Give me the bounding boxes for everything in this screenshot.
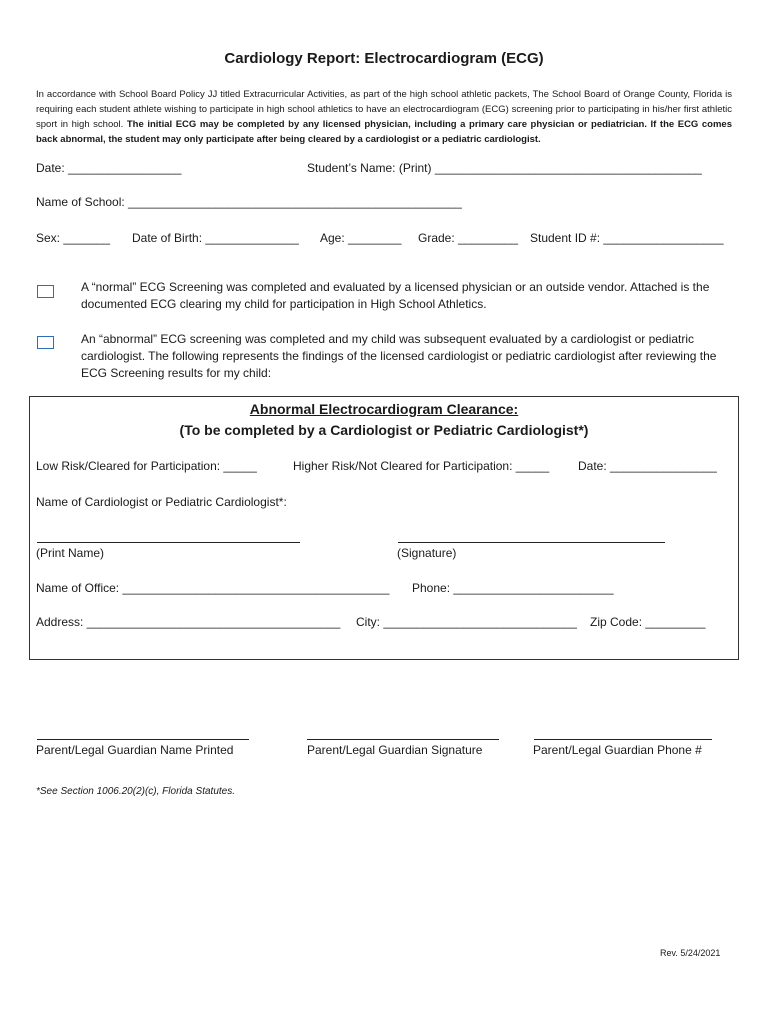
normal-ecg-label: A “normal” ECG Screening was completed and evaluated by a licensed physician or an outside vendor. Attached is the documented ECG clearing my child for participation in High School Athletics.	[81, 280, 710, 311]
guardian-phone-label: Parent/Legal Guardian Phone #	[533, 743, 702, 757]
phone-field[interactable]: Phone: ________________________	[412, 581, 614, 595]
clearance-date-field[interactable]: Date: ________________	[578, 459, 717, 473]
clearance-subheading: (To be completed by a Cardiologist or Pediatric Cardiologist*)	[179, 422, 589, 438]
revision-date: Rev. 5/24/2021	[660, 948, 721, 958]
high-risk-field[interactable]: Higher Risk/Not Cleared for Participation: _____	[293, 459, 550, 473]
page-title: Cardiology Report: Electrocardiogram (ECG)	[224, 50, 544, 67]
school-name-field[interactable]: Name of School: __________________________________________________	[36, 195, 462, 209]
guardian-name-label: Parent/Legal Guardian Name Printed	[36, 743, 234, 757]
clearance-heading: Abnormal Electrocardiogram Clearance:	[249, 401, 519, 417]
guardian-signature-line[interactable]	[307, 739, 499, 740]
student-name-field[interactable]: Student’s Name: (Print) ________________________________________	[307, 161, 702, 175]
intro-bold-text: The initial ECG may be completed by any licensed physician, including a primary care physician or pediatrician. If the ECG comes back abnormal, the student may only participate after being cleared by a cardiologist or a pediatric cardiologist.	[36, 119, 732, 145]
city-field[interactable]: City: _____________________________	[356, 615, 577, 629]
normal-ecg-checkbox[interactable]	[37, 285, 54, 298]
student-id-field[interactable]: Student ID #: __________________	[530, 231, 724, 245]
grade-field[interactable]: Grade: _________	[418, 231, 519, 245]
guardian-signature-label: Parent/Legal Guardian Signature	[307, 743, 483, 757]
cardiologist-name-label: Name of Cardiologist or Pediatric Cardiologist*:	[36, 495, 287, 509]
address-field[interactable]: Address: ______________________________________	[36, 615, 341, 629]
print-name-label: (Print Name)	[36, 546, 105, 560]
sex-field[interactable]: Sex: _______	[36, 231, 111, 245]
abnormal-ecg-label: An “abnormal” ECG screening was completed and my child was subsequent evaluated by a cardiologist or pediatric cardiologist. The following represents the findings of the licensed cardiologist or pediatric cardiologist after reviewing the ECG Screening results for my child:	[81, 332, 717, 380]
office-name-field[interactable]: Name of Office: ________________________________________	[36, 581, 390, 595]
date-field[interactable]: Date: _________________	[36, 161, 182, 175]
footnote: *See Section 1006.20(2)(c), Florida Statutes.	[36, 786, 235, 797]
guardian-phone-line[interactable]	[534, 739, 712, 740]
zip-code-field[interactable]: Zip Code: _________	[590, 615, 706, 629]
guardian-name-line[interactable]	[37, 739, 249, 740]
signature-label: (Signature)	[397, 546, 457, 560]
print-name-line[interactable]	[37, 542, 300, 543]
dob-field[interactable]: Date of Birth: ______________	[132, 231, 299, 245]
intro-text: In accordance with School Board Policy JJ titled Extracurricular Activities, as part of the high school athletic packets, The School Board of Orange County, Florida is requiring each student athlete wishing to participate in high school athletics to have an electrocardiogram (ECG) screening prior to participating in his/her first athletic sport in high school.	[36, 89, 732, 130]
signature-line[interactable]	[398, 542, 665, 543]
abnormal-ecg-checkbox[interactable]	[37, 336, 54, 349]
low-risk-field[interactable]: Low Risk/Cleared for Participation: _____	[36, 459, 257, 473]
age-field[interactable]: Age: ________	[320, 231, 402, 245]
intro-paragraph	[36, 87, 732, 147]
